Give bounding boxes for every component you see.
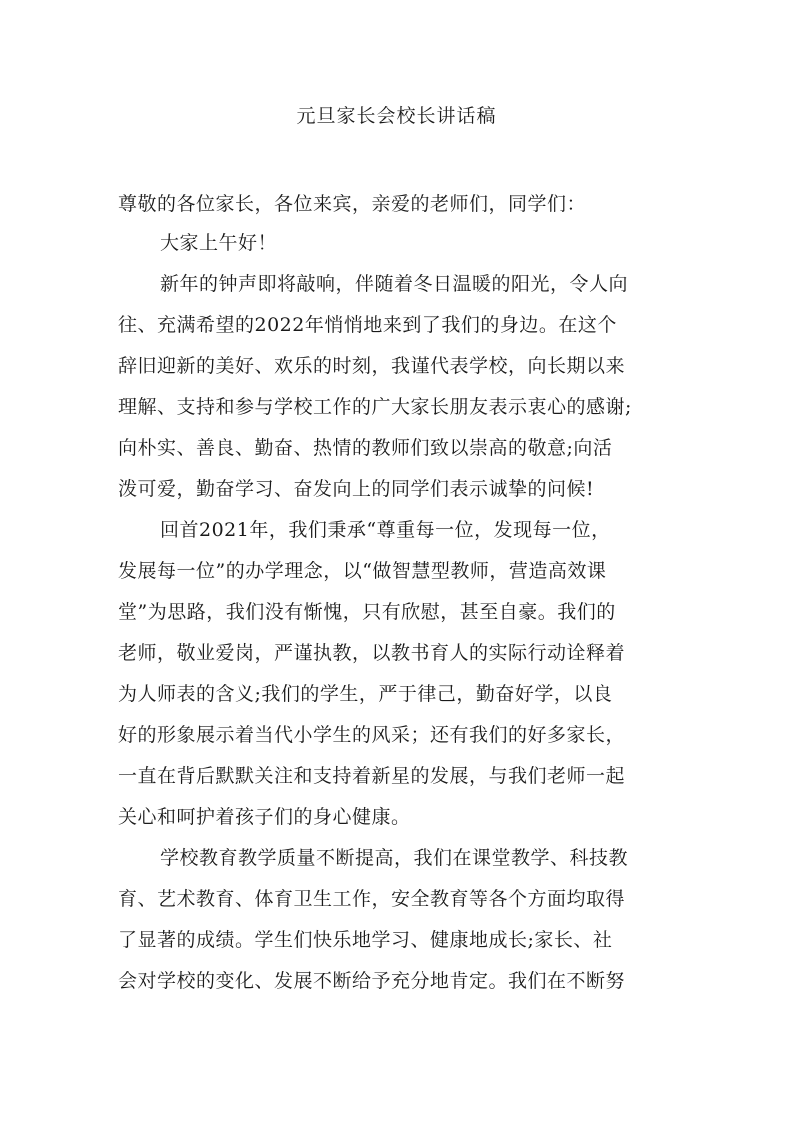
paragraph-line: 新年的钟声即将敲响，伴随着冬日温暖的阳光，令人向 [160, 273, 629, 295]
paragraph-line: 往、充满希望的2022年悄悄地来到了我们的身边。在这个 [118, 314, 617, 336]
paragraph-line: 大家上午好！ [160, 232, 278, 254]
paragraph-line: 向朴实、善良、勤奋、热情的教师们致以崇高的敬意;向活 [118, 437, 613, 459]
paragraph-line: 学校教育教学质量不断提高，我们在课堂教学、科技教 [160, 847, 629, 869]
paragraph-line: 泼可爱，勤奋学习、奋发向上的同学们表示诚挚的问候! [118, 478, 595, 500]
paragraph-line: 为人师表的含义;我们的学生，严于律己，勤奋好学，以良 [118, 683, 613, 705]
paragraph-line: 育、艺术教育、体育卫生工作，安全教育等各个方面均取得 [118, 888, 626, 910]
paragraph-line: 堂”为思路，我们没有惭愧，只有欣慰，甚至自豪。我们的 [118, 601, 616, 623]
paragraph-line: 了显著的成绩。学生们快乐地学习、健康地成长;家长、社 [118, 929, 613, 951]
paragraph-line: 会对学校的变化、发展不断给予充分地肯定。我们在不断努 [118, 970, 626, 992]
paragraph-line: 回首2021年，我们秉承“尊重每一位，发现每一位， [160, 519, 611, 541]
paragraph-line: 好的形象展示着当代小学生的风采；还有我们的好多家长， [118, 724, 626, 746]
paragraph-line: 尊敬的各位家长，各位来宾，亲爱的老师们，同学们： [118, 193, 587, 215]
paragraph-line: 一直在背后默默关注和支持着新星的发展，与我们老师一起 [118, 765, 626, 787]
paragraph-line: 老师，敬业爱岗，严谨执教，以教书育人的实际行动诠释着 [118, 642, 626, 664]
paragraph-line: 发展每一位”的办学理念，以“做智慧型教师，营造高效课 [118, 560, 607, 582]
document-title: 元旦家长会校长讲话稿 [296, 105, 497, 127]
paragraph-line: 关心和呵护着孩子们的身心健康。 [118, 806, 411, 828]
paragraph-line: 理解、支持和参与学校工作的广大家长朋友表示衷心的感谢; [118, 396, 632, 418]
paragraph-line: 辞旧迎新的美好、欢乐的时刻，我谨代表学校，向长期以来 [118, 355, 626, 377]
